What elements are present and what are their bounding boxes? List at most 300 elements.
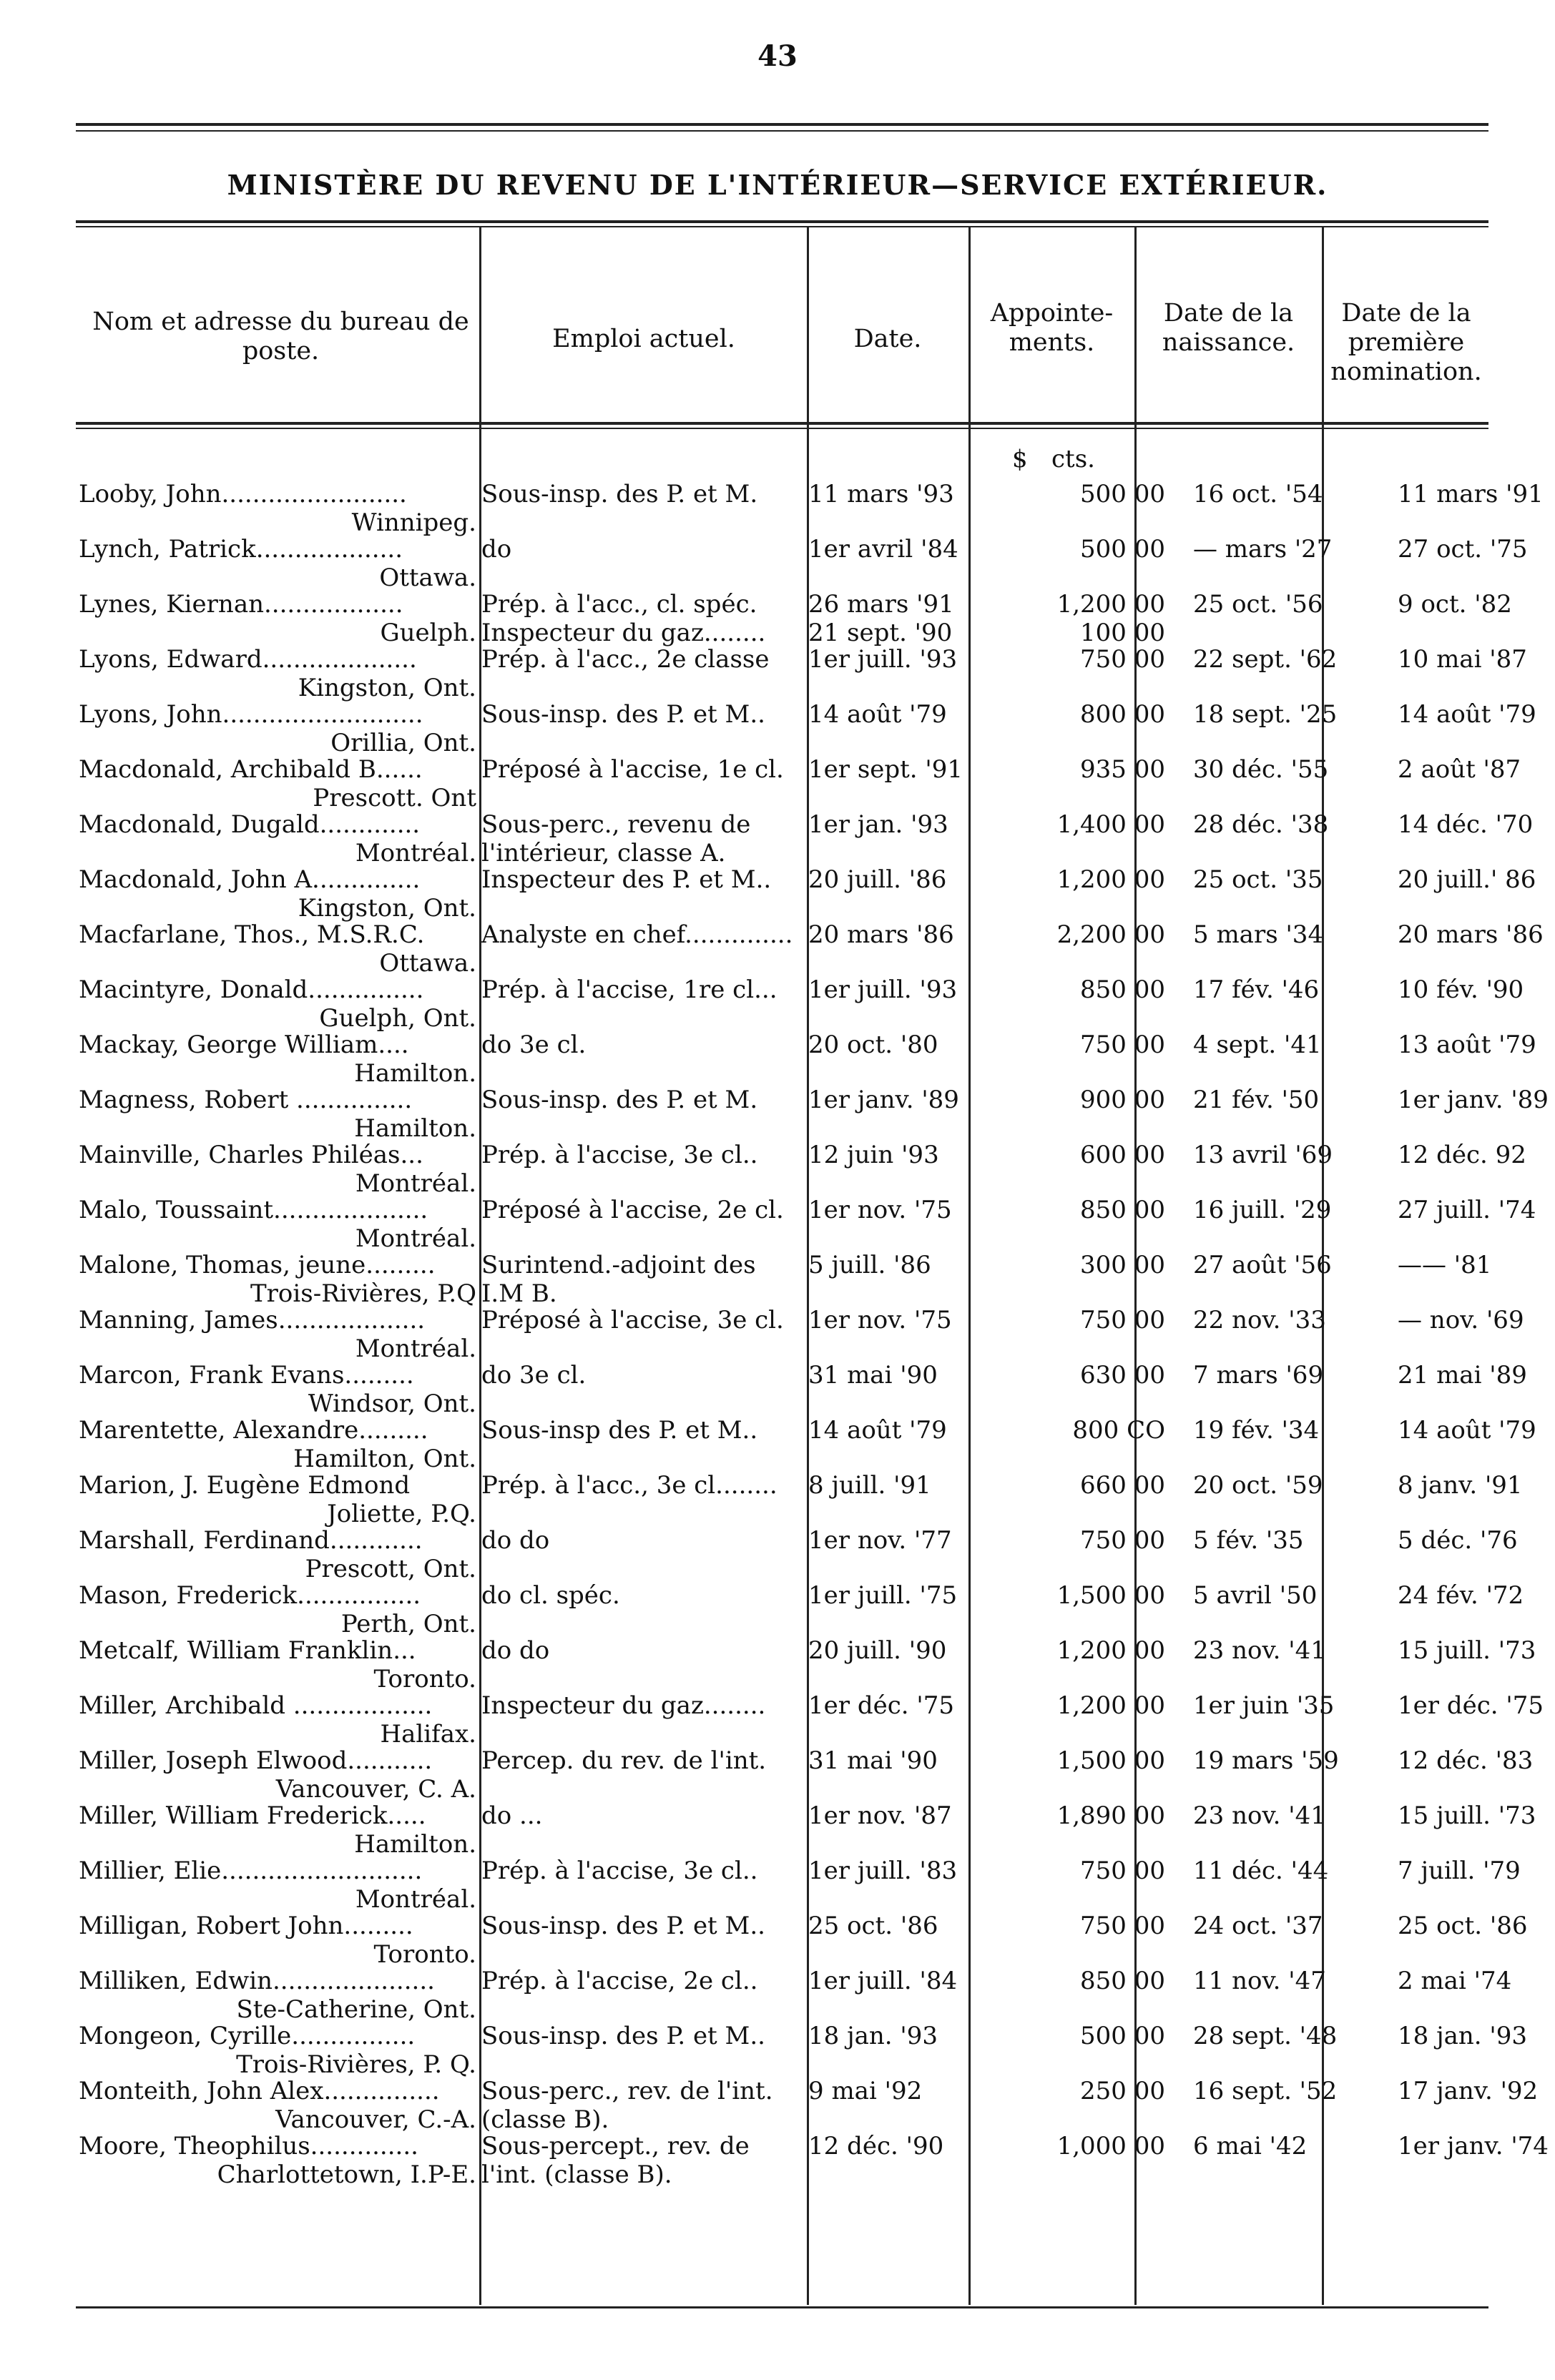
employee-name: Macdonald, Dugald............. [79, 810, 421, 839]
date-cell [808, 2132, 964, 2160]
first-nomination-cell-line: 2 mai '74 [1398, 1967, 1512, 1995]
emploi-cell-line: Prép. à l'accise, 3e cl.. [481, 1857, 758, 1885]
employee-name: Milligan, Robert John......... [79, 1912, 413, 1940]
appointements-cell [969, 2022, 1182, 2050]
first-nomination-cell-line: 1er janv. '74 [1398, 2132, 1549, 2160]
emploi-cell-line: Inspecteur des P. et M.. [481, 865, 772, 894]
first-nomination-cell [1392, 810, 1555, 839]
appointements-cell-line: 750 00 [1080, 1526, 1165, 1555]
appointements-cell-line: 800 00 [1080, 700, 1165, 729]
first-nomination-cell-line: 20 mars '86 [1398, 920, 1544, 949]
birth-date-cell-line: 16 sept. '52 [1193, 2077, 1338, 2105]
birth-date-cell [1187, 1031, 1387, 1059]
date-cell-line: 21 sept. '90 [808, 619, 953, 647]
employee-name: Manning, James................... [79, 1306, 426, 1334]
first-nomination-cell [1392, 755, 1555, 784]
first-nomination-cell [1392, 1967, 1555, 1995]
first-nomination-cell [1392, 2022, 1555, 2050]
date-cell-line: 25 oct. '86 [808, 1912, 938, 1940]
employee-name: Monteith, John Alex............... [79, 2077, 440, 2105]
first-nomination-cell-line: 1er déc. '75 [1398, 1691, 1544, 1720]
date-cell-line: 1er juill. '93 [808, 975, 958, 1004]
first-nomination-cell-line: 13 août '79 [1398, 1031, 1536, 1059]
emploi-cell [481, 1141, 803, 1169]
employee-location: Montréal. [355, 1885, 476, 1914]
birth-date-cell-line: 13 avril '69 [1193, 1141, 1333, 1169]
emploi-cell [481, 1306, 803, 1334]
date-cell [808, 1801, 964, 1830]
emploi-cell [481, 1031, 803, 1059]
date-cell [808, 1251, 964, 1279]
appointements-cell [969, 810, 1182, 839]
date-cell [808, 975, 964, 1004]
employee-location: Montréal. [355, 1169, 476, 1198]
employee-name-cell [79, 480, 476, 537]
birth-date-cell-line: 28 sept. '48 [1193, 2022, 1338, 2050]
appointements-cell [969, 1581, 1182, 1610]
date-cell [808, 1196, 964, 1224]
date-cell [808, 1857, 964, 1885]
appointements-cell-line: 750 00 [1080, 645, 1165, 674]
date-cell-line: 1er déc. '75 [808, 1691, 954, 1720]
birth-date-cell [1187, 865, 1387, 894]
appointements-cell [969, 920, 1182, 949]
appointements-cell [969, 480, 1182, 508]
employee-name-cell [79, 2022, 476, 2079]
date-cell [808, 535, 964, 564]
date-cell-line: 14 août '79 [808, 1416, 947, 1445]
unit-cents: cts. [1051, 445, 1095, 473]
birth-date-cell [1187, 1086, 1387, 1114]
first-nomination-cell [1392, 1857, 1555, 1885]
first-nomination-cell [1392, 480, 1555, 508]
date-cell-line: 8 juill. '91 [808, 1471, 931, 1500]
date-cell-line: 1er juill. '93 [808, 645, 958, 674]
employee-name-cell [79, 1967, 476, 2024]
date-cell [808, 645, 964, 674]
birth-date-cell-line: 16 juill. '29 [1193, 1196, 1332, 1224]
first-nomination-cell [1392, 700, 1555, 729]
date-cell-line: 20 juill. '86 [808, 865, 947, 894]
birth-date-cell-line: 18 sept. '25 [1193, 700, 1338, 729]
appointements-cell [969, 975, 1182, 1004]
date-cell-line: 1er juill. '83 [808, 1857, 958, 1885]
appointements-cell-line: 1,200 00 [1056, 1636, 1165, 1665]
emploi-cell [481, 1857, 803, 1885]
appointements-cell [969, 1526, 1182, 1555]
date-cell-line: 1er nov. '87 [808, 1801, 952, 1830]
emploi-cell [481, 1196, 803, 1224]
appointements-cell [969, 1141, 1182, 1169]
employee-name: Marcon, Frank Evans......... [79, 1361, 414, 1390]
birth-date-cell-line: 23 nov. '41 [1193, 1801, 1326, 1830]
date-cell-line: 1er juill. '84 [808, 1967, 958, 1995]
birth-date-cell-line: 17 fév. '46 [1193, 975, 1320, 1004]
appointements-cell-line: 1,200 00 [1056, 590, 1165, 619]
appointements-cell-line: 750 00 [1080, 1857, 1165, 1885]
appointements-cell [969, 1801, 1182, 1830]
birth-date-cell [1187, 1141, 1387, 1169]
date-cell [808, 1967, 964, 1995]
emploi-cell-line: Sous-insp. des P. et M.. [481, 1912, 765, 1940]
header-nomination: Date de la première nomination. [1330, 299, 1482, 386]
appointements-cell [969, 1196, 1182, 1224]
emploi-cell [481, 810, 803, 867]
header-emploi: Emploi actuel. [552, 325, 735, 353]
birth-date-cell [1187, 920, 1387, 949]
date-cell-line: 12 déc. '90 [808, 2132, 944, 2160]
birth-date-cell-line: 1er juin '35 [1193, 1691, 1335, 1720]
birth-date-cell [1187, 2022, 1387, 2050]
top-rule-thin [76, 130, 1488, 132]
header-appointements: Appointe-ments. [990, 299, 1114, 357]
appointements-cell [969, 645, 1182, 674]
date-cell [808, 920, 964, 949]
employee-name-cell [79, 975, 476, 1033]
first-nomination-cell-line: 14 août '79 [1398, 700, 1536, 729]
emploi-cell-line: l'int. (classe B). [481, 2160, 672, 2189]
birth-date-cell [1187, 535, 1387, 564]
first-nomination-cell [1392, 590, 1555, 619]
header-rule [76, 220, 1488, 223]
employee-name-cell [79, 1857, 476, 1914]
employee-name: Malo, Toussaint.................... [79, 1196, 428, 1224]
birth-date-cell [1187, 1526, 1387, 1555]
employee-name-cell [79, 1581, 476, 1638]
emploi-cell-line: Sous-insp des P. et M.. [481, 1416, 758, 1445]
employee-location: Perth, Ont. [340, 1610, 476, 1638]
birth-date-cell [1187, 1746, 1387, 1775]
employee-name-cell [79, 1031, 476, 1088]
date-cell [808, 1031, 964, 1059]
first-nomination-cell [1392, 1141, 1555, 1169]
date-cell [808, 755, 964, 784]
employee-location: Ottawa. [379, 564, 476, 592]
birth-date-cell-line: 5 avril '50 [1193, 1581, 1318, 1610]
first-nomination-cell [1392, 1416, 1555, 1445]
date-cell-line: 1er sept. '91 [808, 755, 963, 784]
column-header-rule-thin [76, 428, 1488, 429]
appointements-cell-line: 500 00 [1080, 535, 1165, 564]
date-cell-line: 1er janv. '89 [808, 1086, 959, 1114]
employee-name: Macintyre, Donald............... [79, 975, 424, 1004]
emploi-cell-line: Sous-insp. des P. et M. [481, 1086, 758, 1114]
first-nomination-cell-line: 20 juill.' 86 [1398, 865, 1536, 894]
employee-name: Milliken, Edwin..................... [79, 1967, 435, 1995]
employee-location: Halifax. [380, 1720, 476, 1749]
date-cell [808, 1306, 964, 1334]
date-cell-line: 31 mai '90 [808, 1746, 938, 1775]
employee-name: Macdonald, John A.............. [79, 865, 421, 894]
emploi-cell-line: Inspecteur du gaz........ [481, 1691, 766, 1720]
birth-date-cell-line: 7 mars '69 [1193, 1361, 1324, 1390]
emploi-cell-line: (classe B). [481, 2105, 609, 2134]
birth-date-cell [1187, 1361, 1387, 1390]
date-cell-line: 20 oct. '80 [808, 1031, 938, 1059]
emploi-cell [481, 920, 803, 949]
date-cell [808, 1086, 964, 1114]
date-cell-line: 9 mai '92 [808, 2077, 923, 2105]
first-nomination-cell [1392, 1801, 1555, 1830]
employee-location: Joliette, P.Q. [327, 1500, 476, 1528]
employee-location: Hamilton. [354, 1114, 476, 1143]
birth-date-cell [1187, 755, 1387, 784]
appointements-cell [969, 1857, 1182, 1885]
appointements-cell [969, 1086, 1182, 1114]
date-cell [808, 700, 964, 729]
appointements-cell [969, 2132, 1182, 2160]
appointements-cell-line: 100 00 [1080, 619, 1165, 647]
appointements-cell [969, 1691, 1182, 1720]
date-cell-line: 20 mars '86 [808, 920, 954, 949]
first-nomination-cell [1392, 1526, 1555, 1555]
employee-name-cell [79, 1141, 476, 1198]
employee-location: Kingston, Ont. [298, 894, 476, 923]
date-cell [808, 865, 964, 894]
appointements-cell-line: 750 00 [1080, 1031, 1165, 1059]
date-cell [808, 1746, 964, 1775]
employee-location: Ste-Catherine, Ont. [236, 1995, 476, 2024]
employee-name-cell [79, 590, 476, 647]
employee-name: Marentette, Alexandre......... [79, 1416, 428, 1445]
employee-name: Mackay, George William.... [79, 1031, 409, 1059]
appointements-cell-line: 900 00 [1080, 1086, 1165, 1114]
appointements-cell-line: 500 00 [1080, 480, 1165, 508]
date-cell-line: 18 jan. '93 [808, 2022, 938, 2050]
emploi-cell [481, 1086, 803, 1114]
birth-date-cell [1187, 1251, 1387, 1279]
birth-date-cell [1187, 700, 1387, 729]
employee-name: Metcalf, William Franklin... [79, 1636, 416, 1665]
employee-name: Miller, Archibald .................. [79, 1691, 433, 1720]
appointements-cell-line: 1,000 00 [1056, 2132, 1165, 2160]
emploi-cell [481, 755, 803, 784]
appointements-cell [969, 1251, 1182, 1279]
appointements-cell [969, 755, 1182, 784]
date-cell-line: 11 mars '93 [808, 480, 954, 508]
header-name: Nom et adresse du bureau de poste. [92, 308, 469, 365]
employee-name: Moore, Theophilus.............. [79, 2132, 418, 2160]
date-cell-line: 1er nov. '77 [808, 1526, 952, 1555]
emploi-cell-line: Préposé à l'accise, 2e cl. [481, 1196, 784, 1224]
emploi-cell [481, 1251, 803, 1308]
appointements-cell-line: 250 00 [1080, 2077, 1165, 2105]
date-cell-line: 12 juin '93 [808, 1141, 939, 1169]
employee-location: Prescott. Ont [313, 784, 476, 812]
appointements-cell [969, 1416, 1182, 1445]
employee-name: Miller, Joseph Elwood........... [79, 1746, 433, 1775]
employee-name: Macfarlane, Thos., M.S.R.C. [79, 920, 425, 949]
employee-name: Lynes, Kiernan.................. [79, 590, 403, 619]
employee-location: Ottawa. [379, 949, 476, 978]
emploi-cell [481, 700, 803, 729]
birth-date-cell [1187, 1691, 1387, 1720]
appointements-cell-line: 850 00 [1080, 1196, 1165, 1224]
employee-name-cell [79, 755, 476, 812]
birth-date-cell [1187, 1581, 1387, 1610]
appointements-cell-line: 750 00 [1080, 1306, 1165, 1334]
unit-dollars: $ [1012, 445, 1028, 473]
birth-date-cell-line: 21 fév. '50 [1193, 1086, 1320, 1114]
employee-name-cell [79, 1416, 476, 1473]
emploi-cell-line: do do [481, 1526, 550, 1555]
emploi-cell [481, 2132, 803, 2189]
employee-name: Malone, Thomas, jeune......... [79, 1251, 436, 1279]
birth-date-cell-line: 30 déc. '55 [1193, 755, 1329, 784]
first-nomination-cell [1392, 1196, 1555, 1224]
emploi-cell [481, 1416, 803, 1445]
birth-date-cell [1187, 810, 1387, 839]
emploi-cell [481, 865, 803, 894]
first-nomination-cell [1392, 975, 1555, 1004]
emploi-cell-line: Sous-percept., rev. de [481, 2132, 750, 2160]
first-nomination-cell [1392, 1251, 1555, 1279]
appointements-cell-line: 600 00 [1080, 1141, 1165, 1169]
appointements-cell [969, 700, 1182, 729]
emploi-cell-line: do do [481, 1636, 550, 1665]
employee-name: Lyons, John.......................... [79, 700, 423, 729]
birth-date-cell [1187, 2077, 1387, 2105]
employee-name: Mainville, Charles Philéas... [79, 1141, 423, 1169]
top-rule [76, 123, 1488, 126]
employee-location: Windsor, Ont. [308, 1390, 476, 1418]
emploi-cell [481, 645, 803, 674]
emploi-cell-line: Prép. à l'acc., 2e classe [481, 645, 770, 674]
employee-name: Lyons, Edward.................... [79, 645, 417, 674]
appointements-cell [969, 535, 1182, 564]
first-nomination-cell-line: 9 oct. '82 [1398, 590, 1512, 619]
birth-date-cell [1187, 1471, 1387, 1500]
first-nomination-cell [1392, 1031, 1555, 1059]
emploi-cell [481, 1636, 803, 1665]
first-nomination-cell-line: 17 janv. '92 [1398, 2077, 1539, 2105]
first-nomination-cell [1392, 1306, 1555, 1334]
first-nomination-cell [1392, 920, 1555, 949]
date-cell [808, 810, 964, 839]
birth-date-cell [1187, 645, 1387, 674]
date-cell-line: 1er juill. '75 [808, 1581, 958, 1610]
birth-date-cell-line: 5 fév. '35 [1193, 1526, 1304, 1555]
employee-name: Mason, Frederick................ [79, 1581, 421, 1610]
date-cell-line: 20 juill. '90 [808, 1636, 947, 1665]
date-cell-line: 26 mars '91 [808, 590, 954, 619]
emploi-cell-line: Prép. à l'accise, 2e cl.. [481, 1967, 758, 1995]
emploi-cell-line: Prép. à l'accise, 3e cl.. [481, 1141, 758, 1169]
employee-name-cell [79, 1912, 476, 1969]
employee-name-cell [79, 865, 476, 923]
employee-name-cell [79, 1471, 476, 1528]
first-nomination-cell-line: 21 mai '89 [1398, 1361, 1527, 1390]
employee-name: Looby, John........................ [79, 480, 407, 508]
first-nomination-cell [1392, 1912, 1555, 1940]
appointements-cell-line: 850 00 [1080, 1967, 1165, 1995]
emploi-cell [481, 1581, 803, 1610]
emploi-cell-line: do ... [481, 1801, 543, 1830]
employee-name: Magness, Robert ............... [79, 1086, 413, 1114]
first-nomination-cell [1392, 645, 1555, 674]
date-cell [808, 2077, 964, 2105]
employee-name: Macdonald, Archibald B...... [79, 755, 423, 784]
birth-date-cell [1187, 1801, 1387, 1830]
emploi-cell-line: Surintend.-adjoint des [481, 1251, 756, 1279]
date-cell-line: 1er jan. '93 [808, 810, 948, 839]
birth-date-cell-line: 6 mai '42 [1193, 2132, 1308, 2160]
appointements-cell-line: 935 00 [1080, 755, 1165, 784]
first-nomination-cell [1392, 1471, 1555, 1500]
emploi-cell-line: Percep. du rev. de l'int. [481, 1746, 767, 1775]
first-nomination-cell [1392, 1361, 1555, 1390]
employee-name-cell [79, 1086, 476, 1143]
employee-name-cell [79, 645, 476, 702]
appointements-cell [969, 1967, 1182, 1995]
header-rule-thin [76, 226, 1488, 227]
emploi-cell-line: do cl. spéc. [481, 1581, 620, 1610]
appointements-cell [969, 590, 1182, 647]
column-header-rule [76, 422, 1488, 425]
appointements-cell-line: 660 00 [1080, 1471, 1165, 1500]
date-cell [808, 1912, 964, 1940]
first-nomination-cell [1392, 2077, 1555, 2105]
employee-name-cell [79, 1526, 476, 1583]
emploi-cell [481, 1471, 803, 1500]
first-nomination-cell-line: 14 déc. '70 [1398, 810, 1534, 839]
first-nomination-cell-line: 7 juill. '79 [1398, 1857, 1521, 1885]
emploi-cell-line: Sous-insp. des P. et M.. [481, 700, 765, 729]
birth-date-cell-line: 25 oct. '35 [1193, 865, 1323, 894]
first-nomination-cell [1392, 2132, 1555, 2160]
birth-date-cell [1187, 1636, 1387, 1665]
birth-date-cell-line: 11 déc. '44 [1193, 1857, 1329, 1885]
emploi-cell [481, 1746, 803, 1775]
date-cell [808, 1361, 964, 1390]
first-nomination-cell-line: 14 août '79 [1398, 1416, 1536, 1445]
appointements-cell [969, 1031, 1182, 1059]
date-cell-line: 1er nov. '75 [808, 1306, 952, 1334]
emploi-cell-line: Analyste en chef.............. [481, 920, 793, 949]
first-nomination-cell [1392, 1581, 1555, 1610]
birth-date-cell [1187, 590, 1387, 619]
first-nomination-cell-line: 10 fév. '90 [1398, 975, 1524, 1004]
first-nomination-cell-line: — nov. '69 [1398, 1306, 1524, 1334]
emploi-cell [481, 975, 803, 1004]
birth-date-cell [1187, 1857, 1387, 1885]
employee-location: Vancouver, C. A. [275, 1775, 476, 1804]
employee-location: Montréal. [355, 1224, 476, 1253]
header-naissance: Date de la naissance. [1162, 299, 1295, 357]
birth-date-cell [1187, 1912, 1387, 1940]
employee-name-cell [79, 535, 476, 592]
appointements-cell-line: 630 00 [1080, 1361, 1165, 1390]
birth-date-cell-line: 25 oct. '56 [1193, 590, 1323, 619]
date-cell [808, 2022, 964, 2050]
employee-name-cell [79, 810, 476, 867]
first-nomination-cell-line: 1er janv. '89 [1398, 1086, 1549, 1114]
employee-name: Miller, William Frederick..... [79, 1801, 426, 1830]
first-nomination-cell-line: 24 fév. '72 [1398, 1581, 1524, 1610]
date-cell [808, 1416, 964, 1445]
employee-location: Orillia, Ont. [330, 729, 476, 757]
emploi-cell-line: Sous-perc., rev. de l'int. [481, 2077, 773, 2105]
employee-location: Trois-Rivières, P.Q [250, 1279, 476, 1308]
employee-name-cell [79, 1361, 476, 1418]
employee-name-cell [79, 2132, 476, 2189]
appointements-cell-line: 1,200 00 [1056, 1691, 1165, 1720]
emploi-cell-line: Inspecteur du gaz........ [481, 619, 766, 647]
employee-location: Hamilton, Ont. [293, 1445, 476, 1473]
birth-date-cell-line: 24 oct. '37 [1193, 1912, 1323, 1940]
birth-date-cell-line: 11 nov. '47 [1193, 1967, 1326, 1995]
appointements-cell-line: 1,200 00 [1056, 865, 1165, 894]
